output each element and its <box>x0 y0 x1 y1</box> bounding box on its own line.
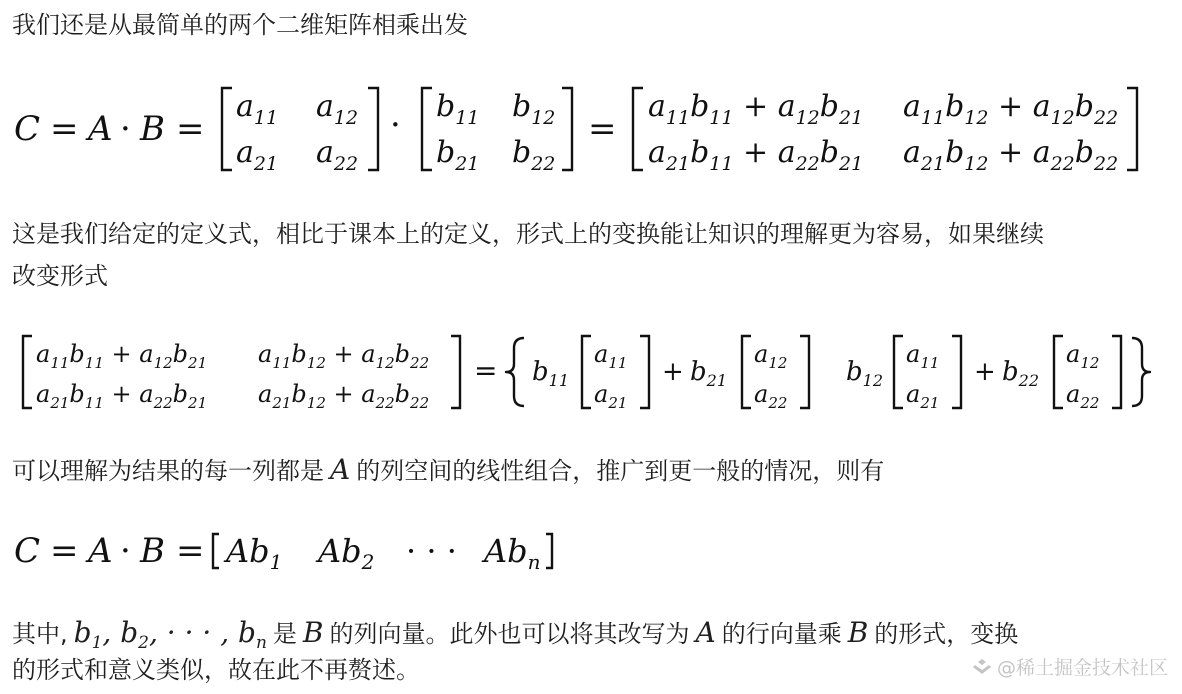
svg-text:a12: $a_{12}$ <box>1066 340 1100 372</box>
svg-text:a21b12 + a22b22: $a_{21}b_{12} + a_{22}b_{22}$ <box>258 380 430 412</box>
paragraph-conclusion: 的形式和意义类似，故在此不再赘述。 <box>12 656 420 684</box>
svg-text:a11b11 + a12b21: $a_{11}b_{11} + a_{12}b_{21}$ <box>36 340 208 372</box>
svg-text:a22: $a_{22}$ <box>1066 380 1100 412</box>
svg-text:·: · <box>120 531 131 571</box>
equation-matrix-product <box>0 80 1182 180</box>
svg-text:a11: $a_{11}$ <box>594 340 628 372</box>
paragraph-column-vectors-mid2: 的行向量乘 <box>721 620 842 648</box>
svg-text:b21: $b_{21}$ <box>690 357 728 390</box>
paragraph-intro: 我们还是从最简单的两个二维矩阵相乘出发 <box>12 11 468 39</box>
math-vector-list: $b_1$, $b_2$, · · · , $b_n$ <box>73 616 267 653</box>
svg-text:· · ·: · · · <box>406 532 457 570</box>
svg-text:b11: $b_{11}$ <box>436 89 480 129</box>
svg-text:a21: $a_{21}$ <box>236 135 279 175</box>
svg-text:=: = <box>50 531 79 571</box>
svg-text:a11b12 + a12b22: $a_{11}b_{12} + a_{12}b_{22}$ <box>903 89 1119 129</box>
paragraph-column-vectors-is: 是 <box>272 620 297 648</box>
svg-text:a11: $a_{11}$ <box>906 340 940 372</box>
svg-text:b22: $b_{22}$ <box>512 135 556 175</box>
paragraph-definition-line1: 这是我们给定的定义式，相比于课本上的定义，形式上的变换能让知识的理解更为容易，如果继续 <box>12 220 1044 248</box>
svg-text:b12: $b_{12}$ <box>512 89 556 129</box>
paragraph-column-space-end: 的列空间的线性组合，推广到更一般的情况，则有 <box>356 457 885 485</box>
equation-general-form <box>0 524 1182 584</box>
paragraph-definition-line2: 改变形式 <box>12 262 108 290</box>
svg-text:a22: $a_{22}$ <box>754 380 788 412</box>
watermark <box>971 653 1168 680</box>
svg-text:a12: $a_{12}$ <box>316 89 359 129</box>
svg-text:C: C <box>14 531 41 571</box>
svg-text:·: · <box>390 105 401 145</box>
svg-text:B: B <box>140 109 165 149</box>
svg-text:=: = <box>176 531 205 571</box>
paragraph-column-vectors-end: 的形式，变换 <box>874 620 1019 648</box>
svg-text:b22: $b_{22}$ <box>1002 357 1040 390</box>
paragraph-column-vectors-start: 其中, <box>12 620 68 648</box>
watermark-text: @稀土掘金技术社区 <box>996 657 1168 679</box>
svg-text:+: + <box>662 357 684 387</box>
paragraph-column-vectors <box>12 615 1018 652</box>
svg-text:=: = <box>50 109 79 149</box>
svg-text:a22: $a_{22}$ <box>316 135 359 175</box>
svg-text:a21b11 + a22b21: $a_{21}b_{11} + a_{22}b_{21}$ <box>648 135 864 175</box>
svg-text:a11: $a_{11}$ <box>236 89 279 129</box>
svg-text:+: + <box>974 357 996 387</box>
svg-text:Ab2: $Ab_2$ <box>318 532 375 574</box>
svg-text:a21b11 + a22b21: $a_{21}b_{11} + a_{22}b_{21}$ <box>36 380 208 412</box>
svg-text:Ab1: $Ab_1$ <box>226 532 283 574</box>
svg-text:B: B <box>140 531 165 571</box>
paragraph-column-vectors-mid: 的列向量。此外也可以将其改写为 <box>329 620 690 648</box>
math-variable-a-row: A <box>695 616 716 649</box>
math-variable-a: A <box>330 453 351 486</box>
svg-text:b12: $b_{12}$ <box>846 357 884 390</box>
equation-column-combination <box>0 330 1182 416</box>
svg-text:a12: $a_{12}$ <box>754 340 788 372</box>
paragraph-column-space <box>12 452 884 489</box>
svg-text:=: = <box>474 354 498 387</box>
svg-text:Abn: $Ab_n$ <box>484 532 541 574</box>
svg-text:=: = <box>176 109 205 149</box>
svg-text:a11b11 + a12b21: $a_{11}b_{11} + a_{12}b_{21}$ <box>648 89 864 129</box>
svg-text:b21: $b_{21}$ <box>436 135 480 175</box>
math-variable-b: B <box>302 616 324 649</box>
svg-text:a21: $a_{21}$ <box>594 380 628 412</box>
svg-text:C: C <box>14 109 41 149</box>
svg-text:b11: $b_{11}$ <box>532 357 570 390</box>
svg-text:a21: $a_{21}$ <box>906 380 940 412</box>
paragraph-column-space-start: 可以理解为结果的每一列都是 <box>12 457 324 485</box>
svg-text:a21b12 + a22b22: $a_{21}b_{12} + a_{22}b_{22}$ <box>903 135 1119 175</box>
svg-text:·: · <box>120 109 131 149</box>
svg-text:a11b12 + a12b22: $a_{11}b_{12} + a_{12}b_{22}$ <box>258 340 430 372</box>
svg-text:=: = <box>588 109 617 149</box>
svg-text:A: A <box>88 531 113 571</box>
juejin-logo-icon <box>971 656 993 678</box>
math-variable-b-row: B <box>847 616 869 649</box>
svg-text:A: A <box>88 109 113 149</box>
